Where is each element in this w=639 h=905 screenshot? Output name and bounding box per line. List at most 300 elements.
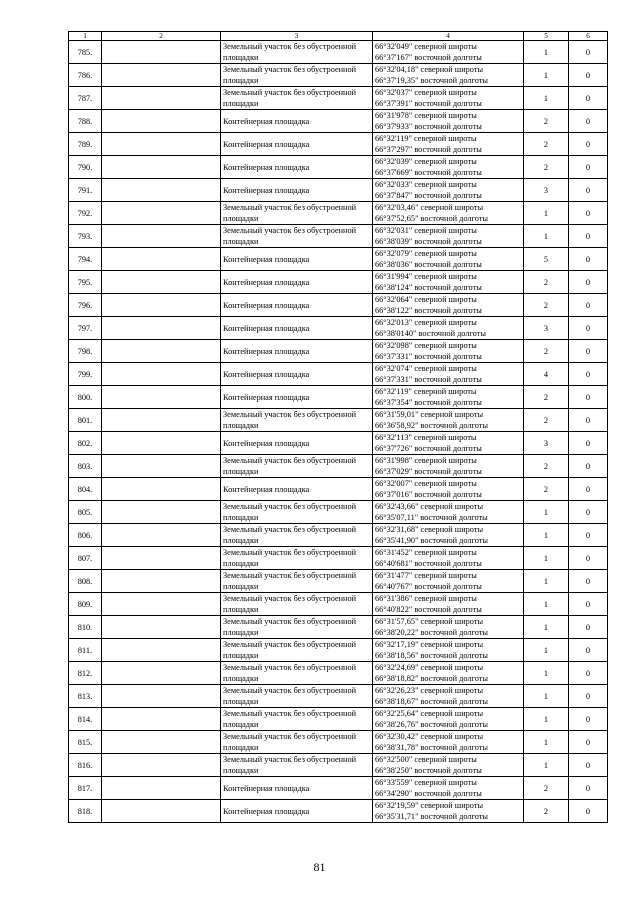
site-type: Контейнерная площадка — [221, 386, 373, 409]
column-6-value: 0 — [569, 363, 608, 386]
column-6-value: 0 — [569, 501, 608, 524]
column-5-value: 1 — [524, 754, 569, 777]
column-5-value: 1 — [524, 639, 569, 662]
latitude: 66°32'04,18" северной широты — [375, 65, 484, 74]
row-number: 794. — [69, 248, 102, 271]
latitude: 66°32'03,46" северной широты — [375, 203, 484, 212]
coordinates — [373, 662, 524, 685]
coordinates — [373, 593, 524, 616]
column-6-value: 0 — [569, 547, 608, 570]
empty-cell — [102, 777, 221, 800]
column-6-value: 0 — [569, 340, 608, 363]
row-number: 816. — [69, 754, 102, 777]
row-number: 814. — [69, 708, 102, 731]
coordinates — [373, 708, 524, 731]
empty-cell — [102, 547, 221, 570]
site-type: Контейнерная площадка — [221, 133, 373, 156]
row-number: 795. — [69, 271, 102, 294]
coordinates — [373, 133, 524, 156]
column-6-value: 0 — [569, 777, 608, 800]
latitude: 66°32'26,23" северной широты — [375, 686, 484, 695]
column-6-value: 0 — [569, 685, 608, 708]
empty-cell — [102, 340, 221, 363]
table-row — [69, 570, 608, 593]
table-row — [69, 547, 608, 570]
latitude: 66°32'064" северной широты — [375, 295, 477, 304]
latitude: 66°32'033" северной широты — [375, 180, 477, 189]
latitude: 66°31'452" северной широты — [375, 548, 477, 557]
coordinates — [373, 777, 524, 800]
column-5-value: 1 — [524, 708, 569, 731]
longitude: 66°35'07,11" восточной долготы — [375, 513, 488, 522]
column-6-value: 0 — [569, 754, 608, 777]
coordinates — [373, 685, 524, 708]
table-row — [69, 524, 608, 547]
site-type: Земельный участок без обустроенной площадки — [221, 501, 373, 524]
coordinates — [373, 110, 524, 133]
row-number: 807. — [69, 547, 102, 570]
site-type: Земельный участок без обустроенной площадки — [221, 731, 373, 754]
empty-cell — [102, 800, 221, 823]
site-type: Земельный участок без обустроенной площадки — [221, 524, 373, 547]
table-row — [69, 731, 608, 754]
latitude: 66°32'007" северной широты — [375, 479, 477, 488]
table-row — [69, 133, 608, 156]
empty-cell — [102, 64, 221, 87]
coordinates — [373, 524, 524, 547]
row-number: 806. — [69, 524, 102, 547]
site-type: Контейнерная площадка — [221, 478, 373, 501]
latitude: 66°32'013" северной широты — [375, 318, 477, 327]
row-number: 810. — [69, 616, 102, 639]
column-5-value: 2 — [524, 478, 569, 501]
coordinates — [373, 570, 524, 593]
longitude: 66°37'847" восточной долготы — [375, 191, 482, 200]
row-number: 809. — [69, 593, 102, 616]
table-row — [69, 340, 608, 363]
row-number: 812. — [69, 662, 102, 685]
site-type: Контейнерная площадка — [221, 110, 373, 133]
column-6-value: 0 — [569, 87, 608, 110]
site-type: Контейнерная площадка — [221, 432, 373, 455]
coordinates — [373, 455, 524, 478]
row-number: 805. — [69, 501, 102, 524]
col-header-5: 5 — [524, 32, 569, 41]
empty-cell — [102, 294, 221, 317]
latitude: 66°32'17,19" северной широты — [375, 640, 484, 649]
empty-cell — [102, 179, 221, 202]
site-type: Земельный участок без обустроенной площадки — [221, 570, 373, 593]
table-row — [69, 386, 608, 409]
row-number: 818. — [69, 800, 102, 823]
coordinates — [373, 248, 524, 271]
empty-cell — [102, 478, 221, 501]
empty-cell — [102, 708, 221, 731]
row-number: 786. — [69, 64, 102, 87]
longitude: 66°37'029" восточной долготы — [375, 467, 482, 476]
table-row — [69, 41, 608, 64]
coordinates — [373, 432, 524, 455]
column-6-value: 0 — [569, 386, 608, 409]
latitude: 66°31'57,65" северной широты — [375, 617, 484, 626]
column-6-value: 0 — [569, 409, 608, 432]
column-6-value: 0 — [569, 616, 608, 639]
longitude: 66°35'41,90" восточной долготы — [375, 536, 488, 545]
empty-cell — [102, 87, 221, 110]
empty-cell — [102, 317, 221, 340]
column-5-value: 2 — [524, 455, 569, 478]
coordinates — [373, 547, 524, 570]
table-row — [69, 202, 608, 225]
table-row — [69, 225, 608, 248]
longitude: 66°38'250" восточной долготы — [375, 766, 482, 775]
empty-cell — [102, 455, 221, 478]
longitude: 66°34'290" восточной долготы — [375, 789, 482, 798]
coordinates — [373, 340, 524, 363]
longitude: 66°38'20,22" восточной долготы — [375, 628, 488, 637]
col-header-4: 4 — [373, 32, 524, 41]
longitude: 66°38'18,67" восточной долготы — [375, 697, 488, 706]
column-6-value: 0 — [569, 202, 608, 225]
longitude: 66°37'933" восточной долготы — [375, 122, 482, 131]
longitude: 66°40'681" восточной долготы — [375, 559, 482, 568]
coordinates — [373, 501, 524, 524]
coordinates — [373, 87, 524, 110]
row-number: 797. — [69, 317, 102, 340]
empty-cell — [102, 570, 221, 593]
table-row — [69, 501, 608, 524]
latitude: 66°32'43,66" северной широты — [375, 502, 484, 511]
longitude: 66°40'822" восточной долготы — [375, 605, 482, 614]
latitude: 66°32'037" северной широты — [375, 88, 477, 97]
empty-cell — [102, 386, 221, 409]
row-number: 802. — [69, 432, 102, 455]
empty-cell — [102, 202, 221, 225]
col-header-3: 3 — [221, 32, 373, 41]
column-6-value: 0 — [569, 248, 608, 271]
column-6-value: 0 — [569, 432, 608, 455]
longitude: 66°37'167" восточной долготы — [375, 53, 482, 62]
column-5-value: 2 — [524, 110, 569, 133]
column-6-value: 0 — [569, 708, 608, 731]
coordinates — [373, 363, 524, 386]
empty-cell — [102, 593, 221, 616]
column-5-value: 1 — [524, 593, 569, 616]
row-number: 804. — [69, 478, 102, 501]
longitude: 66°38'124" восточной долготы — [375, 283, 482, 292]
table-row — [69, 409, 608, 432]
latitude: 66°32'049" северной широты — [375, 42, 477, 51]
row-number: 801. — [69, 409, 102, 432]
latitude: 66°31'994" северной широты — [375, 272, 477, 281]
coordinates — [373, 317, 524, 340]
column-6-value: 0 — [569, 639, 608, 662]
row-number: 803. — [69, 455, 102, 478]
table-row — [69, 708, 608, 731]
empty-cell — [102, 225, 221, 248]
column-6-value: 0 — [569, 225, 608, 248]
longitude: 66°36'58,92" восточной долготы — [375, 421, 488, 430]
column-6-value: 0 — [569, 294, 608, 317]
table-row — [69, 248, 608, 271]
site-type: Контейнерная площадка — [221, 156, 373, 179]
site-type: Земельный участок без обустроенной площадки — [221, 639, 373, 662]
latitude: 66°31'477" северной широты — [375, 571, 477, 580]
latitude: 66°32'119" северной широты — [375, 134, 477, 143]
column-5-value: 3 — [524, 179, 569, 202]
column-6-value: 0 — [569, 593, 608, 616]
column-6-value: 0 — [569, 110, 608, 133]
row-number: 787. — [69, 87, 102, 110]
site-type: Контейнерная площадка — [221, 363, 373, 386]
column-5-value: 1 — [524, 731, 569, 754]
latitude: 66°32'098" северной широты — [375, 341, 477, 350]
site-type: Земельный участок без обустроенной площадки — [221, 616, 373, 639]
site-type: Земельный участок без обустроенной площадки — [221, 41, 373, 64]
column-5-value: 1 — [524, 41, 569, 64]
row-number: 815. — [69, 731, 102, 754]
coordinates — [373, 800, 524, 823]
coordinates — [373, 386, 524, 409]
row-number: 817. — [69, 777, 102, 800]
column-6-value: 0 — [569, 317, 608, 340]
column-5-value: 1 — [524, 501, 569, 524]
coordinates — [373, 616, 524, 639]
coordinates — [373, 639, 524, 662]
table-row — [69, 662, 608, 685]
column-6-value: 0 — [569, 524, 608, 547]
column-5-value: 2 — [524, 340, 569, 363]
coordinates — [373, 409, 524, 432]
longitude: 66°37'331" восточной долготы — [375, 352, 482, 361]
column-5-value: 1 — [524, 64, 569, 87]
site-type: Контейнерная площадка — [221, 248, 373, 271]
table-row — [69, 754, 608, 777]
table-row — [69, 156, 608, 179]
column-5-value: 4 — [524, 363, 569, 386]
column-5-value: 1 — [524, 225, 569, 248]
empty-cell — [102, 156, 221, 179]
column-6-value: 0 — [569, 271, 608, 294]
empty-cell — [102, 248, 221, 271]
site-type: Земельный участок без обустроенной площадки — [221, 547, 373, 570]
site-type: Контейнерная площадка — [221, 179, 373, 202]
coordinates — [373, 754, 524, 777]
column-5-value: 2 — [524, 800, 569, 823]
latitude: 66°31'978" северной широты — [375, 111, 477, 120]
latitude: 66°32'30,42" северной широты — [375, 732, 484, 741]
site-type: Земельный участок без обустроенной площадки — [221, 685, 373, 708]
longitude: 66°37'726" восточной долготы — [375, 444, 482, 453]
table-row — [69, 64, 608, 87]
table-row — [69, 271, 608, 294]
site-type: Земельный участок без обустроенной площадки — [221, 87, 373, 110]
page-number: 81 — [313, 860, 326, 874]
coordinates — [373, 64, 524, 87]
site-type: Земельный участок без обустроенной площадки — [221, 708, 373, 731]
empty-cell — [102, 639, 221, 662]
row-number: 790. — [69, 156, 102, 179]
column-5-value: 2 — [524, 133, 569, 156]
latitude: 66°32'074" северной широты — [375, 364, 477, 373]
column-6-value: 0 — [569, 41, 608, 64]
table-row — [69, 455, 608, 478]
coordinates — [373, 731, 524, 754]
table-row — [69, 294, 608, 317]
empty-cell — [102, 110, 221, 133]
empty-cell — [102, 731, 221, 754]
site-type: Контейнерная площадка — [221, 340, 373, 363]
row-number: 788. — [69, 110, 102, 133]
longitude: 66°38'31,78" восточной долготы — [375, 743, 488, 752]
empty-cell — [102, 754, 221, 777]
column-5-value: 3 — [524, 432, 569, 455]
column-5-value: 2 — [524, 386, 569, 409]
empty-cell — [102, 501, 221, 524]
column-5-value: 5 — [524, 248, 569, 271]
column-5-value: 1 — [524, 202, 569, 225]
row-number: 792. — [69, 202, 102, 225]
empty-cell — [102, 41, 221, 64]
longitude: 66°37'19,35" восточной долготы — [375, 76, 488, 85]
latitude: 66°33'559" северной широты — [375, 778, 477, 787]
empty-cell — [102, 662, 221, 685]
column-5-value: 1 — [524, 524, 569, 547]
column-6-value: 0 — [569, 800, 608, 823]
longitude: 66°38'18,56" восточной долготы — [375, 651, 488, 660]
row-number: 798. — [69, 340, 102, 363]
table-row — [69, 800, 608, 823]
site-type: Земельный участок без обустроенной площадки — [221, 225, 373, 248]
latitude: 66°32'119" северной широты — [375, 387, 477, 396]
coordinates — [373, 478, 524, 501]
longitude: 66°37'52,65" восточной долготы — [375, 214, 488, 223]
column-6-value: 0 — [569, 478, 608, 501]
site-type: Контейнерная площадка — [221, 294, 373, 317]
coordinates — [373, 202, 524, 225]
col-header-1: 1 — [69, 32, 102, 41]
column-5-value: 1 — [524, 87, 569, 110]
latitude: 66°32'25,64" северной широты — [375, 709, 484, 718]
table-row — [69, 478, 608, 501]
longitude: 66°38'122" восточной долготы — [375, 306, 482, 315]
latitude: 66°32'24,69" северной широты — [375, 663, 484, 672]
longitude: 66°38'039" восточной долготы — [375, 237, 482, 246]
latitude: 66°31'386" северной широты — [375, 594, 477, 603]
column-6-value: 0 — [569, 570, 608, 593]
column-5-value: 2 — [524, 156, 569, 179]
column-5-value: 1 — [524, 685, 569, 708]
longitude: 66°37'297" восточной долготы — [375, 145, 482, 154]
latitude: 66°31'59,01" северной широты — [375, 410, 484, 419]
column-6-value: 0 — [569, 64, 608, 87]
row-number: 796. — [69, 294, 102, 317]
site-type: Земельный участок без обустроенной площадки — [221, 754, 373, 777]
latitude: 66°32'031" северной широты — [375, 226, 477, 235]
row-number: 785. — [69, 41, 102, 64]
empty-cell — [102, 685, 221, 708]
register-table — [68, 31, 608, 823]
column-5-value: 1 — [524, 662, 569, 685]
table-row — [69, 639, 608, 662]
column-6-value: 0 — [569, 455, 608, 478]
longitude: 66°40'767" восточной долготы — [375, 582, 482, 591]
empty-cell — [102, 363, 221, 386]
longitude: 66°37'354" восточной долготы — [375, 398, 482, 407]
table-row — [69, 87, 608, 110]
column-6-value: 0 — [569, 731, 608, 754]
coordinates — [373, 156, 524, 179]
header-row — [69, 32, 608, 41]
column-6-value: 0 — [569, 133, 608, 156]
coordinates — [373, 225, 524, 248]
longitude: 66°37'669" восточной долготы — [375, 168, 482, 177]
column-5-value: 1 — [524, 616, 569, 639]
longitude: 66°37'391" восточной долготы — [375, 99, 482, 108]
table-row — [69, 110, 608, 133]
coordinates — [373, 179, 524, 202]
column-6-value: 0 — [569, 156, 608, 179]
row-number: 800. — [69, 386, 102, 409]
col-header-2: 2 — [102, 32, 221, 41]
longitude: 66°38'0140" восточной долготы — [375, 329, 486, 338]
column-6-value: 0 — [569, 662, 608, 685]
table-row — [69, 317, 608, 340]
column-5-value: 2 — [524, 271, 569, 294]
longitude: 66°38'26,76" восточной долготы — [375, 720, 488, 729]
latitude: 66°32'113" северной широты — [375, 433, 477, 442]
row-number: 799. — [69, 363, 102, 386]
coordinates — [373, 271, 524, 294]
latitude: 66°32'039" северной широты — [375, 157, 477, 166]
site-type: Земельный участок без обустроенной площадки — [221, 455, 373, 478]
longitude: 66°37'016" восточной долготы — [375, 490, 482, 499]
empty-cell — [102, 409, 221, 432]
col-header-6: 6 — [569, 32, 608, 41]
longitude: 66°37'331" восточной долготы — [375, 375, 482, 384]
column-6-value: 0 — [569, 179, 608, 202]
empty-cell — [102, 524, 221, 547]
site-type: Контейнерная площадка — [221, 317, 373, 340]
coordinates — [373, 41, 524, 64]
site-type: Земельный участок без обустроенной площадки — [221, 409, 373, 432]
site-type: Контейнерная площадка — [221, 800, 373, 823]
site-type: Контейнерная площадка — [221, 777, 373, 800]
row-number: 789. — [69, 133, 102, 156]
latitude: 66°32'31,68" северной широты — [375, 525, 484, 534]
table-row — [69, 685, 608, 708]
column-5-value: 1 — [524, 547, 569, 570]
row-number: 808. — [69, 570, 102, 593]
column-5-value: 3 — [524, 317, 569, 340]
column-5-value: 2 — [524, 777, 569, 800]
empty-cell — [102, 271, 221, 294]
latitude: 66°32'19,59" северной широты — [375, 801, 484, 810]
latitude: 66°32'500" северной широты — [375, 755, 477, 764]
column-5-value: 2 — [524, 294, 569, 317]
row-number: 793. — [69, 225, 102, 248]
empty-cell — [102, 616, 221, 639]
table-row — [69, 363, 608, 386]
site-type: Земельный участок без обустроенной площадки — [221, 64, 373, 87]
empty-cell — [102, 133, 221, 156]
latitude: 66°31'998" северной широты — [375, 456, 477, 465]
row-number: 791. — [69, 179, 102, 202]
table-row — [69, 777, 608, 800]
coordinates — [373, 294, 524, 317]
row-number: 811. — [69, 639, 102, 662]
site-type: Земельный участок без обустроенной площадки — [221, 593, 373, 616]
